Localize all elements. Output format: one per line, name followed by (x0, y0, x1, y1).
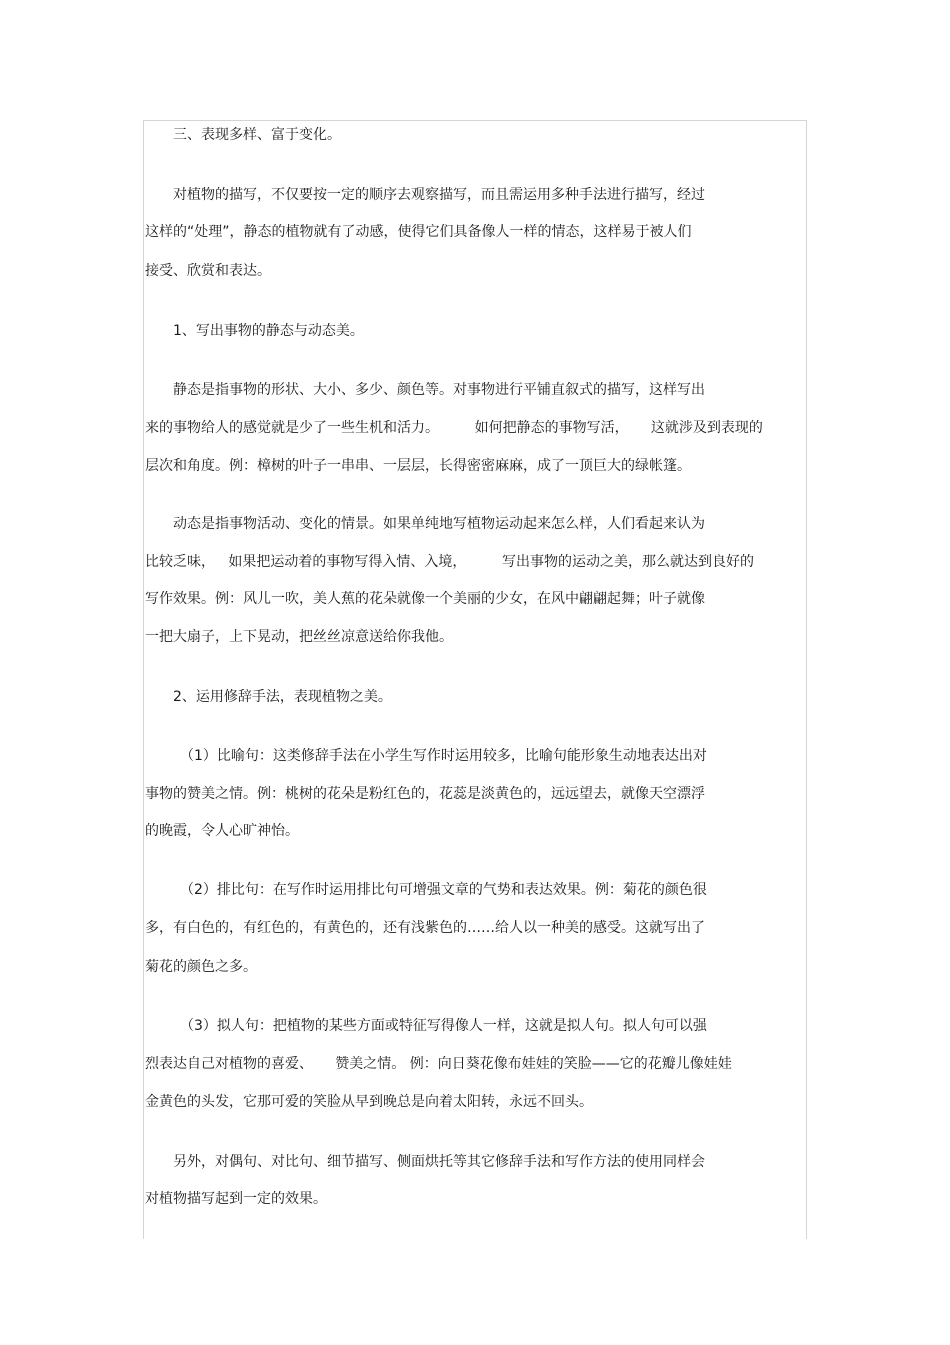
intro-line-3: 接受、欣赏和表达。 (145, 263, 271, 279)
dynamic-line-3: 写作效果。例：风儿一吹，美人蕉的花朵就像一个美丽的少女，在风中翩翩起舞；叶子就像 (145, 591, 705, 607)
static-line-1: 静态是指事物的形状、大小、多少、颜色等。对事物进行平铺直叙式的描写，这样写出 (173, 382, 705, 398)
personify-line-2: 烈表达自己对植物的喜爱、 赞美之情。 例：向日葵花像布娃娃的笑脸——它的花瓣儿像娃娃 (145, 1056, 732, 1072)
simile-line-2: 事物的赞美之情。例：桃树的花朵是粉红色的，花蕊是淡黄色的，远远望去，就像天空漂浮 (145, 786, 705, 802)
subsection-1-title: 1、写出事物的静态与动态美。 (173, 323, 364, 339)
intro-line-2: 这样的“处理”，静态的植物就有了动感，使得它们具备像人一样的情态，这样易于被人们 (145, 224, 692, 240)
static-line-3: 层次和角度。例：樟树的叶子一串串、一层层，长得密密麻麻，成了一顶巨大的绿帐篷。 (145, 458, 691, 474)
closing-line-1: 另外，对偶句、对比句、细节描写、侧面烘托等其它修辞手法和写作方法的使用同样会 (173, 1154, 705, 1170)
dynamic-line-4: 一把大扇子，上下晃动，把丝丝凉意送给你我他。 (145, 629, 453, 645)
personify-line-3: 金黄色的头发，它那可爱的笑脸从早到晚总是向着太阳转，永远不回头。 (145, 1094, 593, 1110)
closing-line-2: 对植物描写起到一定的效果。 (145, 1191, 327, 1207)
dynamic-line-1: 动态是指事物活动、变化的情景。如果单纯地写植物运动起来怎么样，人们看起来认为 (173, 516, 705, 532)
subsection-2-title: 2、运用修辞手法，表现植物之美。 (173, 689, 392, 705)
section-heading: 三、表现多样、富于变化。 (173, 127, 341, 143)
static-line-2: 来的事物给人的感觉就是少了一些生机和活力。 如何把静态的事物写活， 这就涉及到表现的 (145, 420, 763, 436)
simile-line-1: （1）比喻句：这类修辞手法在小学生写作时运用较多，比喻句能形象生动地表达出对 (180, 748, 707, 764)
parallel-line-2: 多，有白色的，有红色的，有黄色的，还有浅紫色的……给人以一种美的感受。这就写出了 (145, 920, 705, 936)
personify-line-1: （3）拟人句：把植物的某些方面或特征写得像人一样，这就是拟人句。拟人句可以强 (180, 1018, 707, 1034)
parallel-line-3: 菊花的颜色之多。 (145, 959, 257, 975)
simile-line-3: 的晚霞，令人心旷神怡。 (145, 823, 299, 839)
dynamic-line-2: 比较乏味， 如果把运动着的事物写得入情、入境， 写出事物的运动之美，那么就达到良好的 (145, 554, 754, 570)
parallel-line-1: （2）排比句：在写作时运用排比句可增强文章的气势和表达效果。例：菊花的颜色很 (180, 882, 707, 898)
intro-line-1: 对植物的描写，不仅要按一定的顺序去观察描写，而且需运用多种手法进行描写，经过 (173, 187, 705, 203)
